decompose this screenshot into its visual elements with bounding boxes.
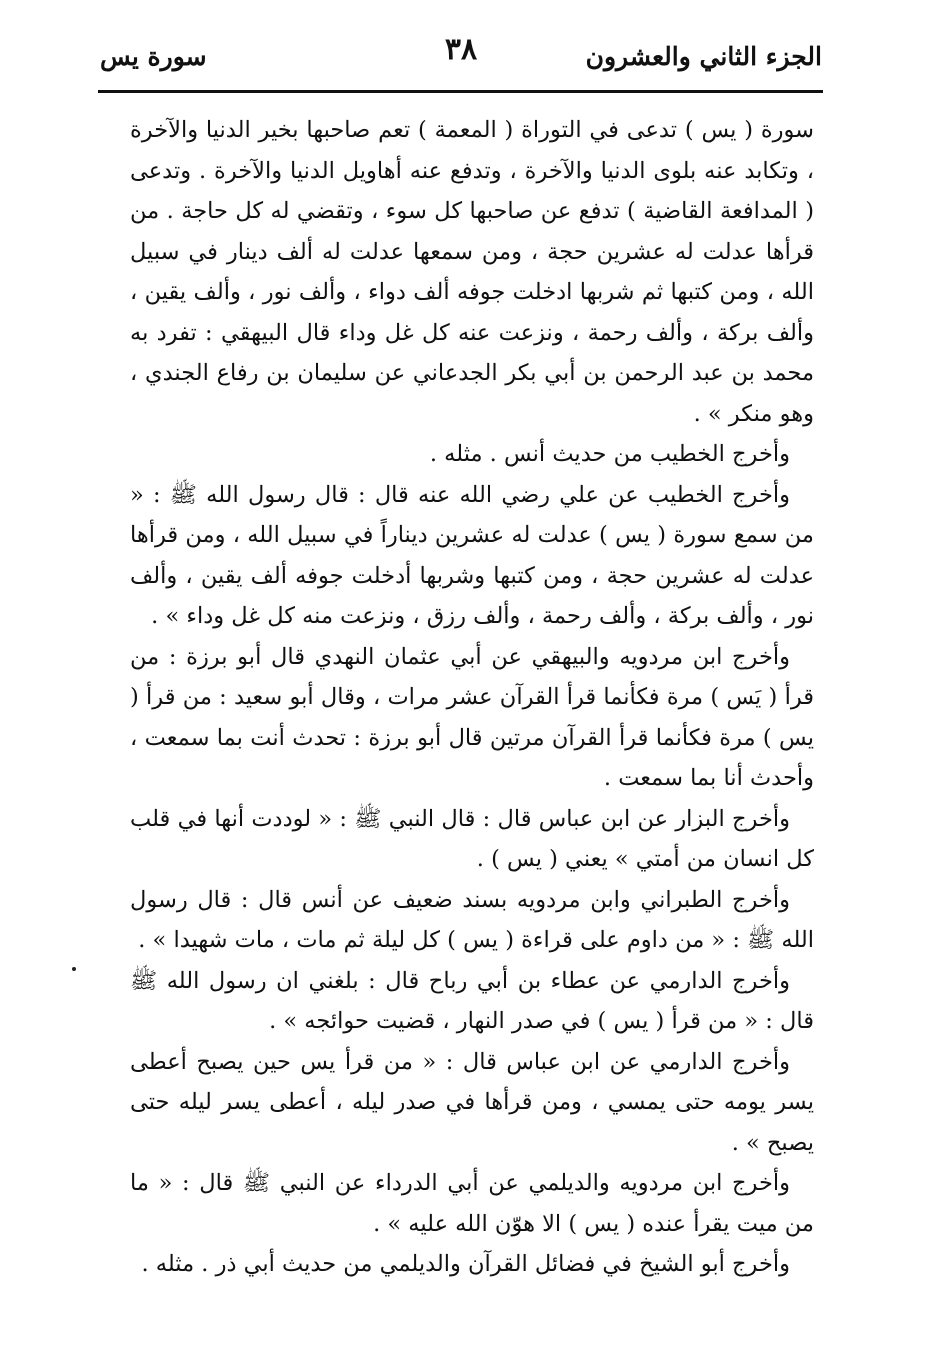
header-divider [98,90,823,93]
paragraph: وأخرج أبو الشيخ في فضائل القرآن والديلمي من حديث أبي ذر . مثله . [141,1251,790,1277]
paragraph: وأخرج ابن مردويه والديلمي عن أبي الدرداء عن النبي ﷺ قال : « ما من ميت يقرأ عنده ( يس ) الا هوّن الله عليه » . [130,1170,814,1237]
paragraph: وأخرج الخطيب من حديث أنس . مثله . [429,441,790,467]
paragraph: وأخرج الخطيب عن علي رضي الله عنه قال : قال رسول الله ﷺ : « من سمع سورة ( يس ) عدلت له عشرين ديناراً في سبيل الله ، ومن قرأها عدلت له عشرين حجة ، ومن كتبها وشربها أدخلت جوفه ألف يقين ، وألف نور ، وألف بركة ، وألف رحمة ، وألف رزق ، ونزعت منه كل غل وداء » . [130,481,814,629]
paragraph: وأخرج البزار عن ابن عباس قال : قال النبي ﷺ : « لوددت أنها في قلب كل انسان من أمتي » يعني ( يس ) . [130,805,814,872]
paragraph: وأخرج ابن مردويه والبيهقي عن أبي عثمان النهدي قال أبو برزة : من قرأ ( يَس ) مرة فكأنما قرأ القرآن عشر مرات ، وقال أبو سعيد : من قرأ ( يس ) مرة فكأنما قرأ القرآن مرتين قال أبو برزة : تحدث أنت بما سمعت ، وأحدث أنا بما سمعت . [130,643,814,791]
page-header [100,28,822,84]
page-body [130,110,814,1285]
scan-speck [72,967,76,971]
paragraph: وأخرج الطبراني وابن مردويه بسند ضعيف عن أنس قال : قال رسول الله ﷺ : « من داوم على قراءة ( يس ) كل ليلة ثم مات ، مات شهيدا » . [130,886,814,953]
page-number: ٣٨ [444,32,478,67]
surah-title: سورة يس [100,41,207,71]
part-title: الجزء الثاني والعشرون [585,41,822,71]
paragraph: وأخرج الدارمي عن عطاء بن أبي رباح قال : بلغني ان رسول الله ﷺ قال : « من قرأ ( يس ) في صدر النهار ، قضيت حوائجه » . [130,967,814,1034]
paragraph: سورة ( يس ) تدعى في التوراة ( المعمة ) تعم صاحبها بخير الدنيا والآخرة ، وتكابد عنه بلوى الدنيا والآخرة ، وتدفع عنه أهاويل الدنيا والآخرة . وتدعى ( المدافعة القاضية ) تدفع عن صاحبها كل سوء ، وتقضي له كل حاجة . من قرأها عدلت له عشرين حجة ، ومن سمعها عدلت له ألف دينار في سبيل الله ، ومن كتبها ثم شربها ادخلت جوفه ألف دواء ، وألف نور ، وألف يقين ، وألف بركة ، وألف رحمة ، ونزعت عنه كل غل وداء قال البيهقي : تفرد به محمد بن عبد الرحمن بن أبي بكر الجدعاني عن سليمان بن رفاع الجندي ، وهو منكر » . [130,117,814,427]
paragraph: وأخرج الدارمي عن ابن عباس قال : « من قرأ يس حين يصبح أعطى يسر يومه حتى يمسي ، ومن قرأها في صدر ليله ، أعطى يسر ليله حتى يصبح » . [130,1048,814,1156]
